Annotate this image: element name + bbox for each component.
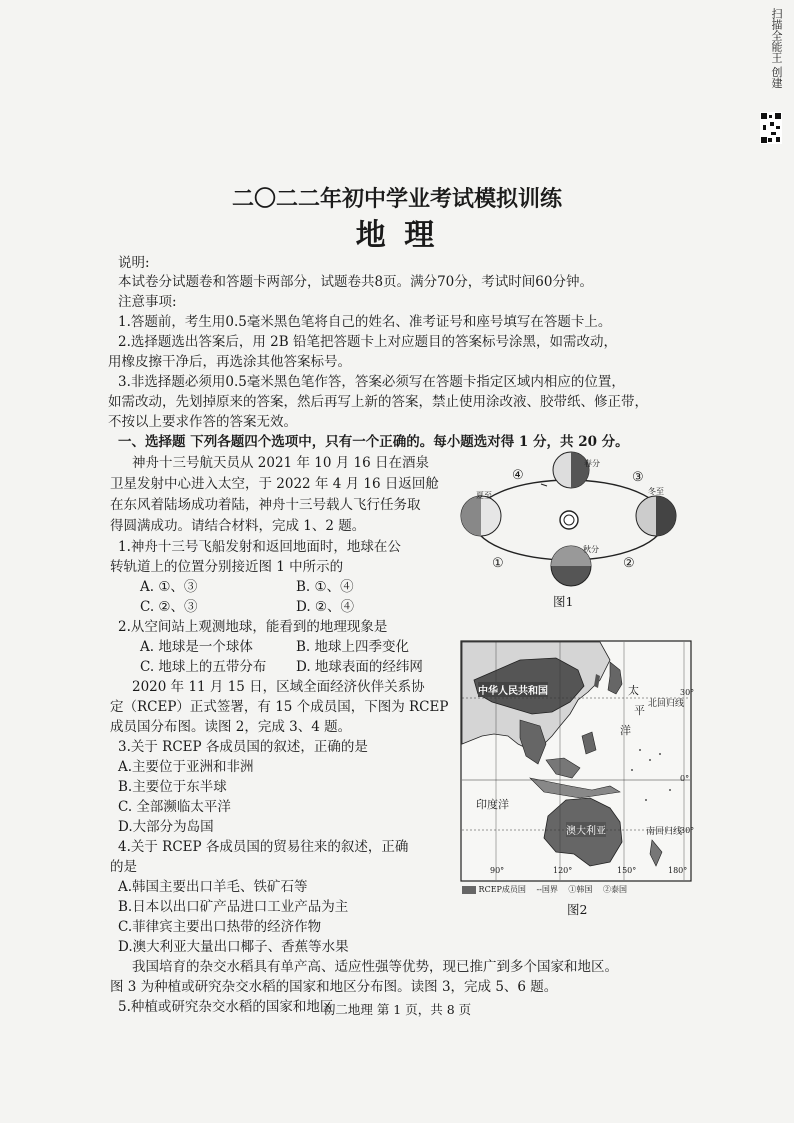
legend-korea: ①韩国 (568, 885, 593, 894)
passage3-line-2: 图 3 为种植或研究杂交水稻的国家和地区分布图。读图 3，完成 5、6 题。 (110, 979, 558, 995)
q4-stem-2: 的是 (110, 859, 137, 875)
q1-option-c: C. ②、③ (140, 599, 198, 615)
exam-title: 二〇二二年初中学业考试模拟训练 (231, 186, 562, 212)
qr-code-icon (760, 112, 782, 144)
page-footer: 初二地理 第 1 页，共 8 页 (322, 1002, 472, 1017)
passage1-line-1: 神舟十三号航天员从 2021 年 10 月 16 日在酒泉 (132, 455, 429, 471)
q4-option-b: B.日本以出口矿产品进口工业产品为主 (118, 899, 349, 915)
map-label-indian-ocean: 印度洋 (476, 798, 509, 811)
notice-label: 注意事项: (118, 294, 177, 310)
q1-option-d: D. ②、④ (296, 599, 355, 615)
q4-stem-1: 4.关于 RCEP 各成员国的贸易往来的叙述，正确 (118, 839, 409, 855)
q4-option-d: D.澳大利亚大量出口椰子、香蕉等水果 (118, 939, 349, 955)
figure-1-caption: 图1 (553, 594, 574, 609)
q1-option-b: B. ①、④ (296, 579, 354, 595)
q2-option-c: C. 地球上的五带分布 (140, 659, 267, 675)
label-summer-solstice: 夏至 (476, 491, 492, 500)
orbit-position-1: ① (492, 556, 504, 571)
passage1-line-4: 得圆满成功。请结合材料，完成 1、2 题。 (110, 518, 366, 534)
label-winter-solstice: 冬至 (648, 487, 664, 496)
figure-2-caption: 图2 (567, 902, 588, 917)
lon-180: 180° (668, 866, 688, 875)
legend-rcep-swatch (462, 886, 476, 894)
q5-stem: 5.种植或研究杂交水稻的国家和地区 (118, 999, 334, 1015)
orbit-position-2: ② (623, 556, 635, 571)
note-3b: 如需改动，先划掉原来的答案，然后再写上新的答案，禁止使用涂改液、胶带纸、修正带， (108, 394, 648, 410)
lat-0: 0° (680, 774, 690, 783)
note-1: 1.答题前，考生用0.5毫米黑色笔将自己的姓名、准考证号和座号填写在答题卡上。 (118, 314, 612, 330)
note-2a: 2.选择题选出答案后，用 2B 铅笔把答题卡上对应题目的答案标号涂黑，如需改动， (118, 334, 617, 350)
q3-stem: 3.关于 RCEP 各成员国的叙述，正确的是 (118, 739, 368, 755)
note-3a: 3.非选择题必须用0.5毫米黑色笔作答，答案必须写在答题卡指定区域内相应的位置， (118, 374, 625, 390)
q1-stem-2: 转轨道上的位置分别接近图 1 中所示的 (110, 559, 344, 575)
map-label-pacific-3: 洋 (620, 724, 631, 737)
legend-border: 国界 (541, 885, 558, 894)
legend-thailand: ②泰国 (602, 885, 627, 894)
q3-option-d: D.大部分为岛国 (118, 819, 214, 835)
label-spring-equinox: 春分 (584, 459, 600, 468)
passage3-line-1: 我国培育的杂交水稻具有单产高、适应性强等优势，现已推广到多个国家和地区。 (132, 959, 618, 975)
q3-option-c: C. 全部濒临太平洋 (118, 799, 231, 815)
orbit-position-3: ③ (632, 470, 644, 485)
orbit-position-4: ④ (512, 468, 524, 483)
q2-option-b: B. 地球上四季变化 (296, 639, 410, 655)
q1-stem-1: 1.神舟十三号飞船发射和返回地面时，地球在公 (118, 539, 401, 555)
q2-option-d: D. 地球表面的经纬网 (296, 659, 423, 675)
label-autumn-equinox: 秋分 (583, 545, 599, 554)
q4-option-a: A.韩国主要出口羊毛、铁矿石等 (118, 879, 308, 895)
scanner-watermark: 扫描全能王 创建 (770, 8, 783, 89)
map-label-tropic-south: 南回归线 (646, 827, 683, 837)
lat-30s: 30° (680, 826, 695, 835)
lon-150: 150° (617, 866, 637, 875)
q3-option-a: A.主要位于亚洲和非洲 (118, 759, 254, 775)
passage2-line-3: 成员国分布图。读图 2，完成 3、4 题。 (110, 719, 352, 735)
section-heading: 一、选择题 下列各题四个选项中，只有一个正确的。每小题选对得 1 分，共 20 分。 (118, 434, 629, 450)
map-label-pacific-2: 平 (634, 704, 645, 717)
lon-120: 120° (553, 866, 573, 875)
map-label-pacific-1: 太 (628, 684, 639, 697)
q3-option-b: B.主要位于东半球 (118, 779, 227, 795)
note-2b: 用橡皮擦干净后，再选涂其他答案标号。 (108, 354, 351, 370)
legend-rcep: RCEP成员国 (478, 885, 526, 894)
map-label-tropic-north: 北回归线 (648, 699, 685, 709)
lat-30n: 30° (680, 688, 695, 697)
subject-title: 地 理 (355, 218, 439, 253)
q4-option-c: C.菲律宾主要出口热带的经济作物 (118, 919, 322, 935)
map-label-china: 中华人民共和国 (478, 682, 548, 697)
figure-2-legend (462, 884, 692, 898)
passage1-line-3: 在东风着陆场成功着陆，神舟十三号载人飞行任务取 (110, 497, 421, 513)
q1-option-a: A. ①、③ (140, 579, 198, 595)
legend-border-line: -- (536, 885, 542, 894)
q2-stem: 2.从空间站上观测地球，能看到的地理现象是 (118, 619, 388, 635)
q2-option-a: A. 地球是一个球体 (140, 639, 253, 655)
intro-line: 本试卷分试题卷和答题卡两部分，试题卷共8页。满分70分，考试时间60分钟。 (118, 274, 593, 290)
passage1-line-2: 卫星发射中心进入太空，于 2022 年 4 月 16 日返回舱 (110, 476, 439, 492)
passage2-line-2: 定（RCEP）正式签署，有 15 个成员国，下图为 RCEP (110, 699, 449, 715)
figure-2-rcep-map (460, 640, 695, 882)
intro-label: 说明: (118, 255, 150, 271)
map-label-australia: 澳大利亚 (566, 822, 606, 837)
lon-90: 90° (490, 866, 505, 875)
passage2-line-1: 2020 年 11 月 15 日，区域全面经济伙伴关系协 (132, 679, 425, 695)
note-3c: 不按以上要求作答的答案无效。 (108, 414, 297, 430)
